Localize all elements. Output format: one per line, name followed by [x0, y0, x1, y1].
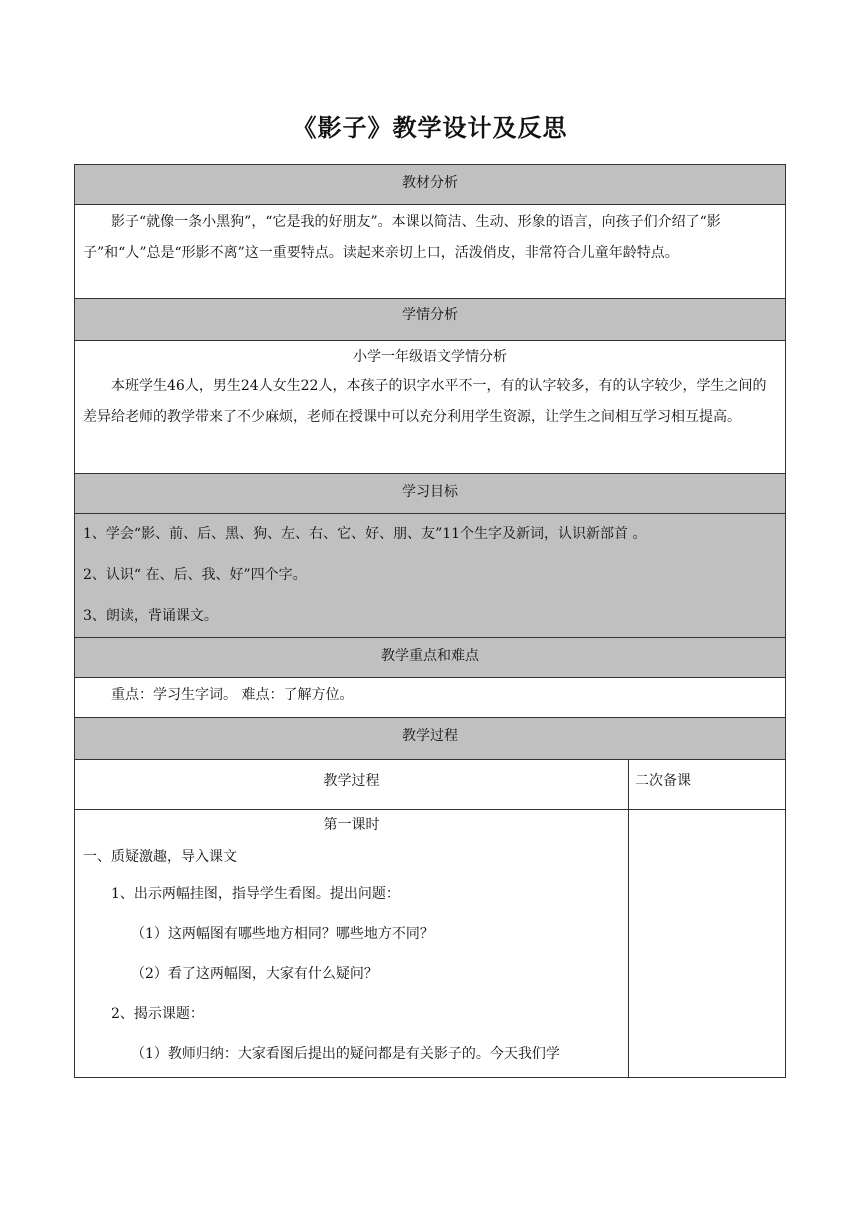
- learning-goals-body: [75, 514, 785, 638]
- learning-goal-item: 2、认识“ 在、后、我、好”四个字。: [83, 567, 307, 583]
- process-line: （1）教师归纳：大家看图后提出的疑问都是有关影子的。今天我们学: [131, 1046, 560, 1062]
- process-line: 1、出示两幅挂图，指导学生看图。提出问题：: [111, 886, 400, 902]
- student-analysis-text: 本班学生46人，男生24人女生22人，本孩子的识字水平不一，有的认字较多，有的认字较少，学生之间的差异给老师的教学带来了不少麻烦，老师在授课中可以充分利用学生资源，让学生之间相互学习相互提高。: [83, 378, 767, 425]
- process-content: [75, 810, 628, 1078]
- document-title: 《影子》教学设计及反思: [292, 114, 568, 142]
- process-column-right-label: 二次备课: [635, 773, 691, 789]
- material-analysis-body: [75, 205, 785, 299]
- process-line: 一、质疑激趣，导入课文: [83, 849, 237, 865]
- material-analysis-header: 教材分析: [75, 165, 785, 205]
- student-analysis-body: [75, 341, 785, 474]
- student-analysis-subtitle: 小学一年级语文学情分析: [353, 349, 507, 365]
- lesson-plan-table: [74, 164, 786, 1078]
- process-line: （2）看了这两幅图，大家有什么疑问？: [131, 966, 378, 982]
- second-preparation-cell: [629, 810, 785, 1078]
- process-line: 2、揭示课题：: [111, 1006, 204, 1022]
- learning-goals-header: 学习目标: [75, 474, 785, 514]
- process-line: （1）这两幅图有哪些地方相同？哪些地方不同？: [131, 926, 434, 942]
- lesson-title: 第一课时: [323, 817, 380, 833]
- process-column-left-label: 教学过程: [323, 773, 380, 789]
- student-analysis-header: 学情分析: [75, 299, 785, 341]
- key-points-text: 重点：学习生字词。 难点：了解方位。: [111, 687, 354, 703]
- teaching-process-header: 教学过程: [75, 718, 785, 760]
- key-points-header: 教学重点和难点: [75, 638, 785, 678]
- learning-goal-item: 1、学会“影、前、后、黑、狗、左、右、它、好、朋、友”11个生字及新词，认识新部首 。: [83, 526, 647, 542]
- process-column-header-row: [75, 760, 785, 810]
- key-points-body: [75, 678, 785, 718]
- material-analysis-text: 影子“就像一条小黑狗”，“它是我的好朋友”。本课以简洁、生动、形象的语言，向孩子们介绍了“影子”和“人”总是“形影不离”这一重要特点。读起来亲切上口，活泼俏皮，非常符合儿童年龄特点。: [83, 214, 721, 261]
- learning-goal-item: 3、朗读，背诵课文。: [83, 608, 218, 624]
